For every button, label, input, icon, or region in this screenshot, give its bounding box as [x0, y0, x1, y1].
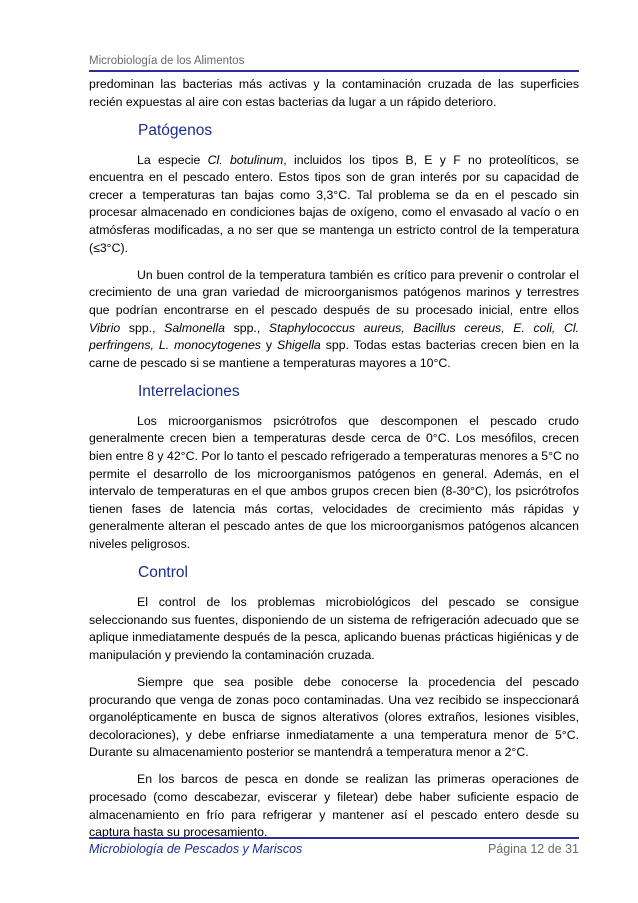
text-run: spp., [224, 320, 269, 335]
header-divider [89, 70, 579, 72]
page-number: Página 12 de 31 [487, 842, 579, 856]
text-run: La especie [137, 152, 208, 167]
interrelaciones-paragraph-1: Los microorganismos psicrótrofos que descomponen el pescado crudo generalmente crecen bien a temperaturas desde cerca de 0°C. Los mesófilos, crecen bien entre 8 y 42°C. Por lo tanto el pescado refrigerado a temperaturas menores a 5°C no permite el desarrollo de los microorganismos patógenos en general. Además, en el intervalo de temperaturas en el que ambos grupos crecen bien (8-30°C), los psicrótrofos tienen fases de latencia más cortas, velocidades de crecimiento más rápidas y generalmente alteran el pescado antes de que los microorganismos patógenos alcancen niveles peligrosos. [89, 413, 579, 551]
section-heading-patogenos: Patógenos [138, 121, 213, 139]
species-name: Salmonella [164, 320, 225, 335]
species-name: Vibrio [89, 320, 121, 335]
section-heading-control: Control [138, 564, 188, 582]
species-name: Staphylococcus aureus, Bacillus cereus, E. coli, Cl. perfringens, L. monocytogenes [89, 320, 580, 353]
text-run: spp. Todas estas bacterias crecen bien en la carne de pescado si se mantiene a temperaturas mayores a 10°C. [89, 338, 580, 370]
species-name: Cl. botulinum [207, 152, 284, 167]
species-name: Shigella [277, 338, 321, 353]
text-run: y [260, 338, 278, 353]
patogenos-paragraph-1 [89, 152, 579, 258]
running-footer-title: Microbiología de Pescados y Mariscos [89, 842, 303, 856]
intro-paragraph: predominan las bacterias más activas y la contaminación cruzada de las superficies recién expuestas al aire con estas bacterias da lugar a un rápido deterioro. [89, 77, 579, 109]
text-run: , incluidos los tipos B, E y F no proteolíticos, se encuentra en el pescado entero. Estos tipos son de gran interés por su capacidad de crecer a temperaturas tan bajas como 3,3°C. Tal problema se da en el pescado sin procesar almacenado en condiciones bajas de oxígeno, como el envasado al vacío o en atmósferas modificadas, a no ser que se mantenga un estricto control de la temperatura (≤3°C). [89, 152, 579, 255]
control-paragraph-1: El control de los problemas microbiológicos del pescado se consigue seleccionando sus fuentes, disponiendo de un sistema de refrigeración adecuado que se aplique inmediatamente después de la pesca, aplicando buenas prácticas higiénicas y de manipulación y previendo la contaminación cruzada. [89, 595, 579, 662]
page-body [89, 76, 579, 851]
control-paragraph-2: Siempre que sea posible debe conocerse la procedencia del pescado procurando que venga de zonas poco contaminadas. Una vez recibido se inspeccionará organolépticamente en busca de signos alterativos (olores extraños, lesiones visibles, decoloraciones), y debe enfriarse inmediatamente a una temperatura menor de 5°C. Durante su almacenamiento posterior se mantendrá a temperatura menor a 2°C. [89, 674, 579, 760]
section-heading-interrelaciones: Interrelaciones [138, 382, 240, 400]
footer-divider [89, 837, 579, 839]
patogenos-paragraph-2 [89, 267, 579, 373]
running-header: Microbiología de los Alimentos [89, 55, 245, 67]
control-paragraph-3: En los barcos de pesca en donde se realizan las primeras operaciones de procesado (como descabezar, eviscerar y filetear) debe haber suficiente espacio de almacenamiento en frío para refrigerar y mantener así el pescado entero desde su captura hasta su procesamiento. [89, 772, 579, 840]
text-run: Un buen control de la temperatura también es crítico para prevenir o controlar el crecimiento de una gran variedad de microorganismos patógenos marinos y terrestres que podrían encontrarse en el pescado después de su procesado inicial, entre ellos [89, 267, 579, 317]
text-run: spp., [120, 320, 165, 335]
